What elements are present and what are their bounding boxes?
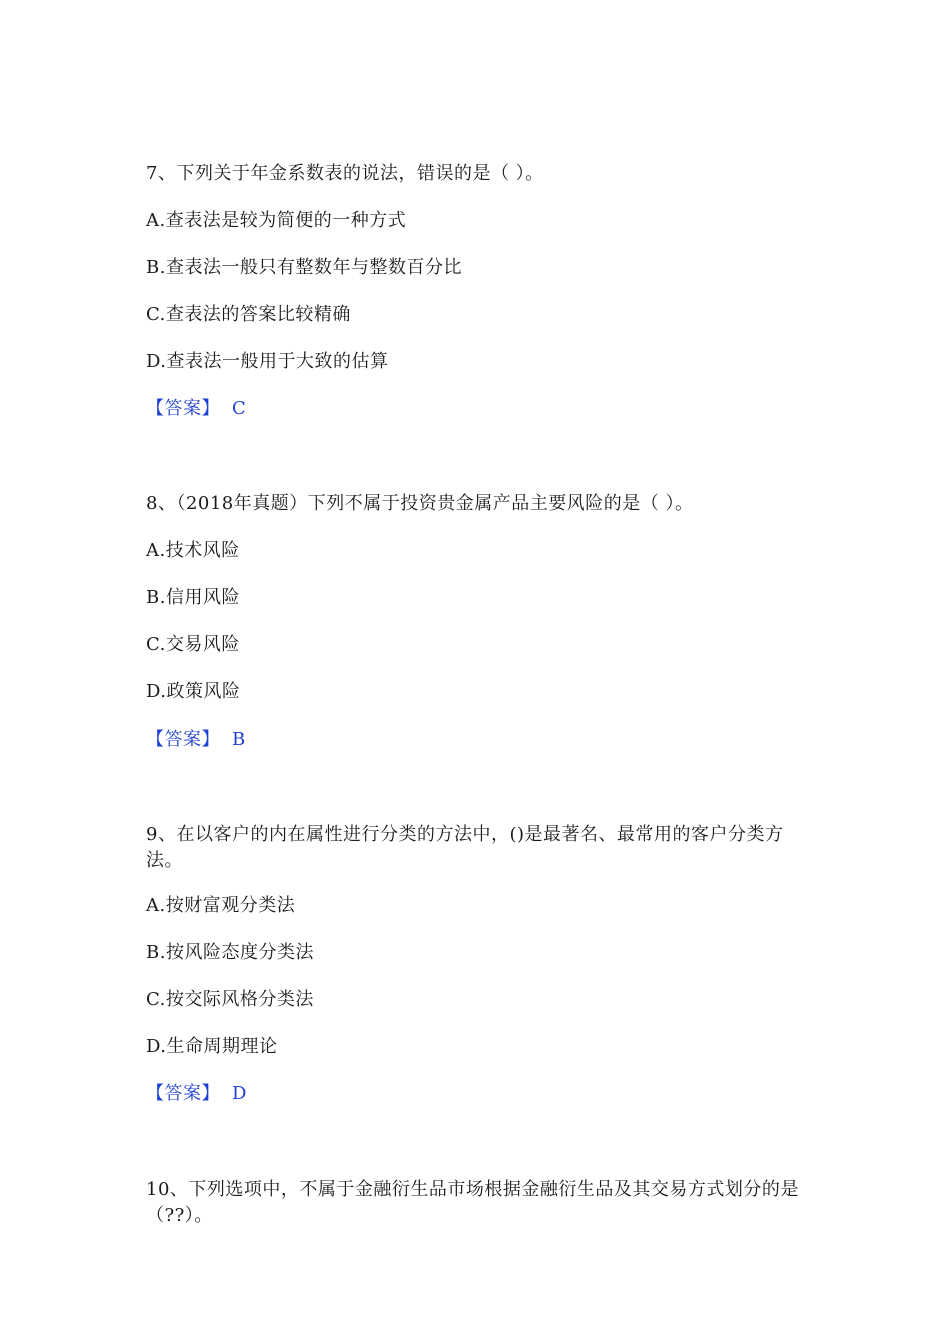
- question-8-option-d: D.政策风险: [146, 681, 241, 702]
- answer-label: 【答案】: [146, 398, 220, 419]
- question-7-answer: [146, 397, 246, 421]
- question-8-option-c: C.交易风险: [146, 634, 240, 655]
- question-7-option-d: D.查表法一般用于大致的估算: [146, 351, 389, 372]
- question-8-answer: [146, 728, 246, 752]
- answer-value: B: [232, 729, 246, 750]
- question-7-option-c: C.查表法的答案比较精确: [146, 304, 351, 325]
- question-9-answer: [146, 1082, 247, 1106]
- question-8-option-a: A.技术风险: [146, 540, 240, 561]
- question-8-option-b: B.信用风险: [146, 587, 240, 608]
- question-7-option-b: B.查表法一般只有整数年与整数百分比: [146, 257, 462, 278]
- question-9-option-c: C.按交际风格分类法: [146, 989, 314, 1010]
- question-7-stem: 7、下列关于年金系数表的说法，错误的是（ ）。: [146, 163, 544, 184]
- question-9-stem: 9、在以客户的内在属性进行分类的方法中，()是最著名、最常用的客户分类方法。: [146, 824, 784, 871]
- question-9-option-d: D.生命周期理论: [146, 1036, 278, 1057]
- answer-value: D: [232, 1083, 247, 1104]
- answer-label: 【答案】: [146, 729, 220, 750]
- answer-value: C: [232, 398, 247, 419]
- question-8-stem: 8、（2018年真题）下列不属于投资贵金属产品主要风险的是（ ）。: [146, 493, 694, 514]
- question-9-option-a: A.按财富观分类法: [146, 895, 296, 916]
- question-7-option-a: A.查表法是较为简便的一种方式: [146, 210, 407, 231]
- question-9-option-b: B.按风险态度分类法: [146, 942, 314, 963]
- answer-label: 【答案】: [146, 1083, 220, 1104]
- question-10-stem: 10、下列选项中，不属于金融衍生品市场根据金融衍生品及其交易方式划分的是（??）。: [146, 1179, 799, 1226]
